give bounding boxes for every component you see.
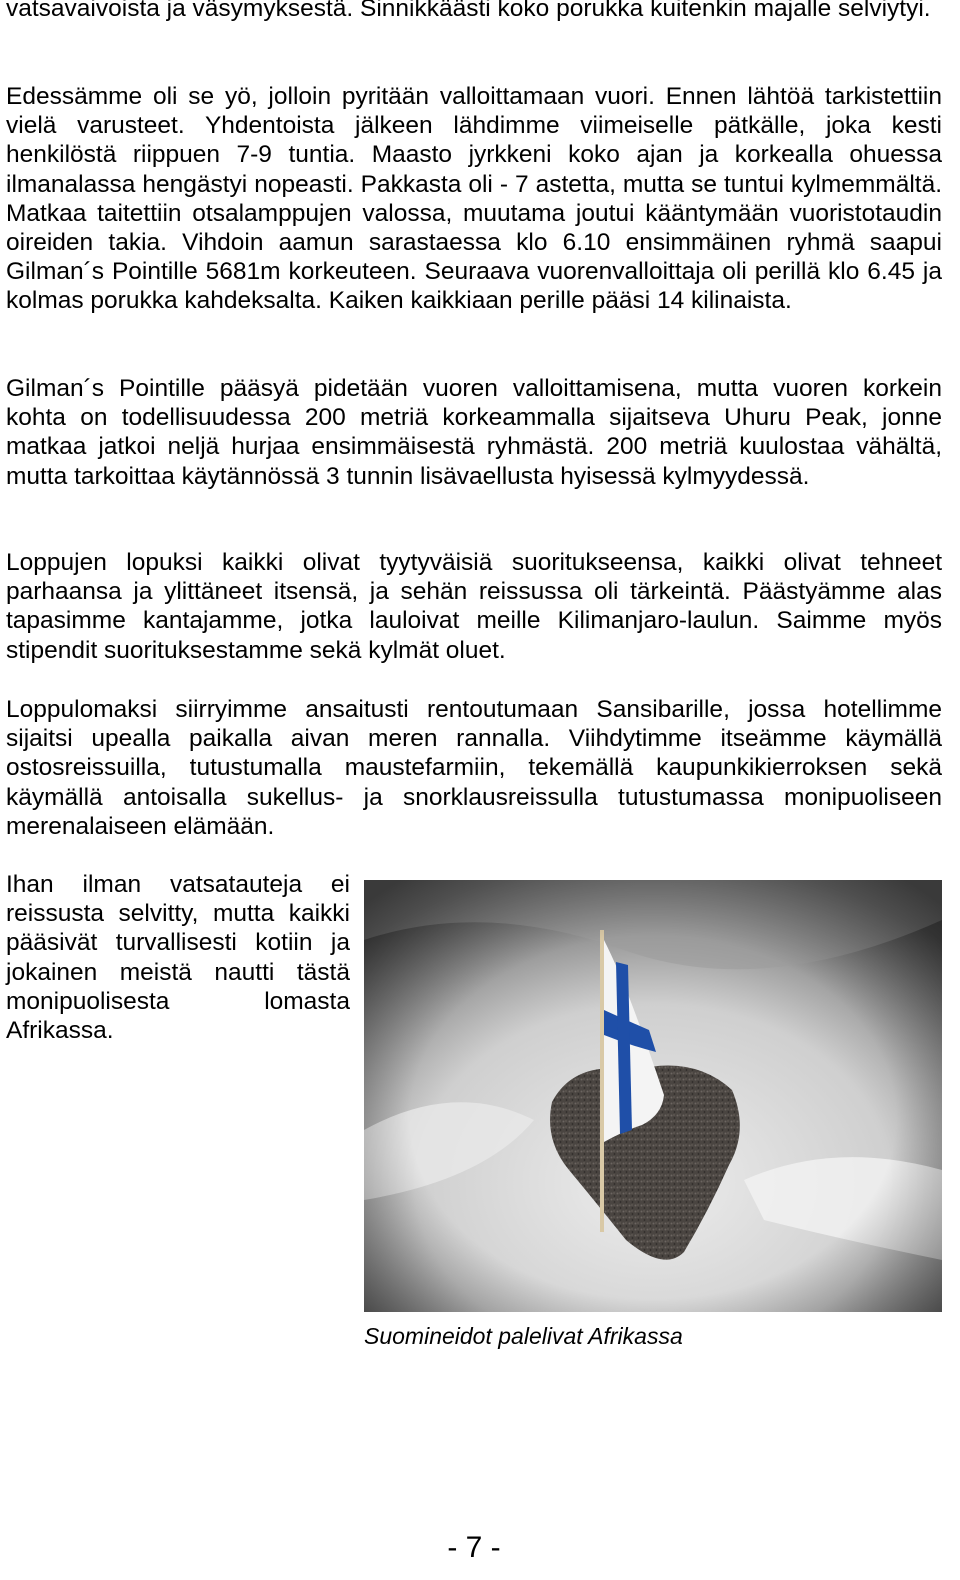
paragraph-descent: Loppujen lopuksi kaikki olivat tyytyväisiä suoritukseensa, kaikki olivat tehneet parhaansa ja ylittäneet itsensä, ja sehän reissussa oli tärkeintä. Päästyämme alas tapasimme kantajamme, jotka lauloivat meille Kilimanjaro-laulun. Saimme myös stipendit suorituksestamme sekä kylmät oluet.	[6, 549, 942, 664]
paragraph-closing: Ihan ilman vatsatauteja ei reissusta selvitty, mutta kaikki pääsivät turvallisesti kotiin ja jokainen meistä nautti tästä monipuolisesta lomasta Afrikassa.	[6, 871, 350, 1045]
paragraph-continued: vatsavaivoista ja väsymyksestä. Sinnikkäästi koko porukka kuitenkin majalle selviytyi.	[6, 0, 931, 22]
paragraph-uhuru-peak: Gilman´s Pointille pääsyä pidetään vuoren valloittamisena, mutta vuoren korkein kohta on todellisuudessa 200 metriä korkeammalla sijaitseva Uhuru Peak, jonne matkaa jatkoi neljä hurjaa ensimmäisestä ryhmästä. 200 metriä kuulostaa vähältä, mutta tarkoittaa käytännössä 3 tunnin lisävaellusta hyisessä kylmyydessä.	[6, 375, 942, 490]
photo-caption: Suomineidot palelivat Afrikassa	[364, 1323, 683, 1349]
snow-flag-photo	[364, 880, 942, 1312]
page-number: - 7 -	[447, 1531, 501, 1564]
paragraph-summit-night: Edessämme oli se yö, jolloin pyritään valloittamaan vuori. Ennen lähtöä tarkistettiin vielä varusteet. Yhdentoista jälkeen lähdimme viimeiselle pätkälle, joka kesti henkilöstä riippuen 7-9 tuntia. Maasto jyrkkeni koko ajan ja korkealla ohuessa ilmanalassa hengästyi nopeasti. Pakkasta oli - 7 astetta, mutta se tuntui kylmemmältä. Matkaa taitettiin otsalamppujen valossa, muutama joutui kääntymään vuoristotaudin oireiden takia. Vihdoin aamun sarastaessa klo 6.10 ensimmäinen ryhmä saapui Gilman´s Pointille 5681m korkeuteen. Seuraava vuorenvalloittaja oli perillä klo 6.45 ja kolmas porukka kahdeksalta. Kaiken kaikkiaan perille pääsi 14 kilinaista.	[6, 83, 942, 315]
paragraph-zanzibar: Loppulomaksi siirryimme ansaitusti rentoutumaan Sansibarille, jossa hotellimme sijaitsi upealla paikalla aivan meren rannalla. Viihdytimme itseämme käymällä ostosreissuilla, tutustumalla maustefarmiin, tekemällä kaupunkikierroksen sekä käymällä antoisalla sukellus- ja snorklausreissulla tutustumassa monipuoliseen merenalaiseen elämään.	[6, 696, 942, 840]
